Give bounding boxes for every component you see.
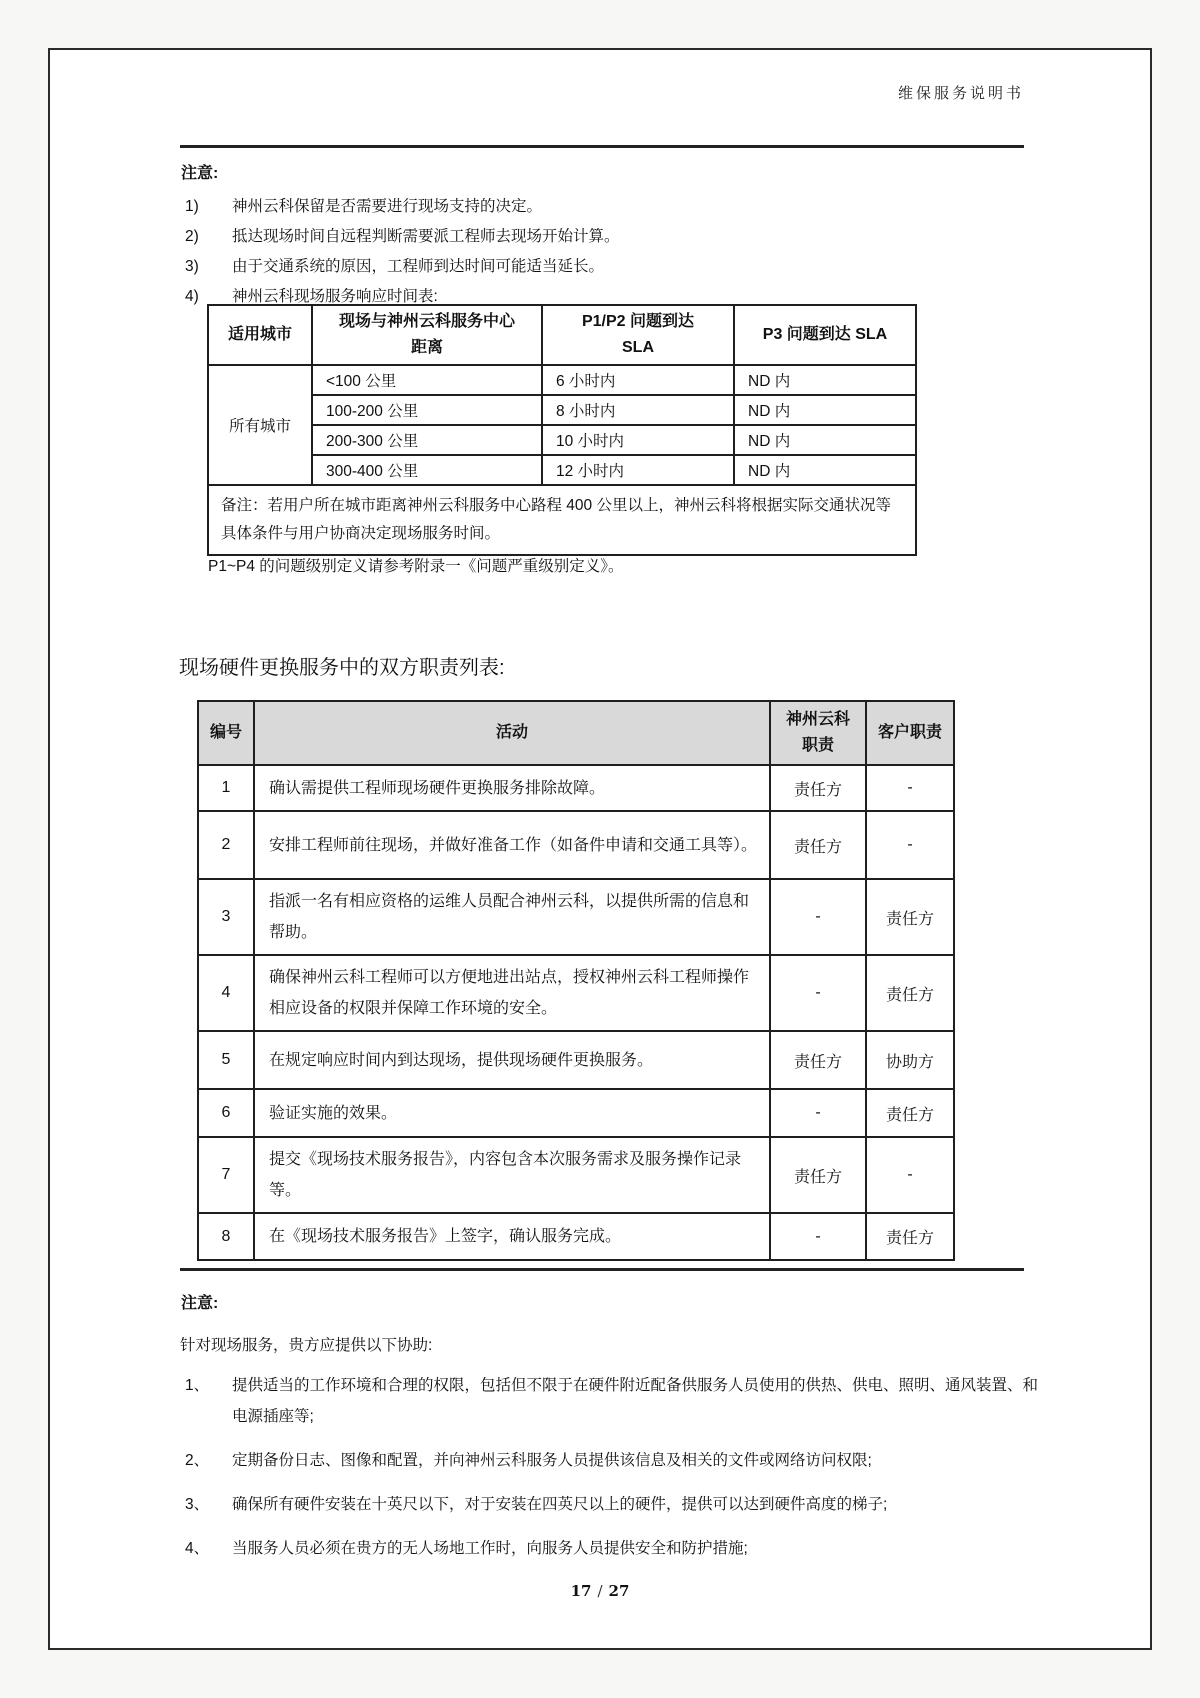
top-numbered-list: [185, 192, 1045, 312]
row-number-cell: 5: [198, 1031, 254, 1089]
dck-role-cell: 责任方: [770, 765, 866, 811]
header-cell-p1p2: [542, 305, 734, 365]
customer-role-cell: 责任方: [866, 879, 954, 955]
activity-cell: 在规定响应时间内到达现场，提供现场硬件更换服务。: [254, 1031, 770, 1089]
p1p4-definition-note: P1~P4 的问题级别定义请参考附录一《问题严重级别定义》。: [208, 558, 624, 575]
customer-role-cell: -: [866, 811, 954, 879]
table-cell: ND 内: [734, 455, 916, 485]
activity-cell: 确保神州云科工程师可以方便地进出站点，授权神州云科工程师操作相应设备的权限并保障工作环境的安全。: [254, 955, 770, 1031]
header-cell-no: 编号: [198, 701, 254, 765]
list-item-text: 神州云科保留是否需要进行现场支持的决定。: [232, 198, 543, 215]
table-cell: 6 小时内: [542, 365, 734, 395]
list-item-number: 1): [185, 198, 199, 215]
activity-cell: 验证实施的效果。: [254, 1089, 770, 1137]
section-divider-rule: [180, 1268, 1024, 1271]
list-item-number: 2): [185, 228, 199, 245]
customer-role-cell: 责任方: [866, 955, 954, 1031]
table-row: [198, 811, 954, 879]
table-cell: 12 小时内: [542, 455, 734, 485]
table-row: [198, 1031, 954, 1089]
bottom-numbered-list: [185, 1370, 1045, 1577]
table-header-row: [198, 701, 954, 765]
dck-role-cell: 责任方: [770, 811, 866, 879]
table-row: [208, 455, 916, 485]
dck-role-cell: 责任方: [770, 1137, 866, 1213]
customer-role-cell: 责任方: [866, 1213, 954, 1260]
list-item-number: 4): [185, 288, 199, 305]
row-number-cell: 1: [198, 765, 254, 811]
list-item: [185, 252, 1045, 282]
table-row: [198, 955, 954, 1031]
header-cell-distance: [312, 305, 542, 365]
responsibility-table: [197, 700, 955, 1261]
header-cell-p1p2-line1: P1/P2 问题到达: [581, 313, 695, 330]
sla-response-table: [207, 304, 917, 556]
table-cell: ND 内: [734, 365, 916, 395]
list-item-text: 抵达现场时间自远程判断需要派工程师去现场开始计算。: [232, 228, 620, 245]
dck-role-cell: -: [770, 1213, 866, 1260]
table-header-row: [208, 305, 916, 365]
document-page: [48, 48, 1152, 1650]
list-item: [185, 222, 1045, 252]
remark-cell: 备注：若用户所在城市距离神州云科服务中心路程 400 公里以上，神州云科将根据实际交通状况等具体条件与用户协商决定现场服务时间。: [208, 485, 916, 555]
table-cell: <100 公里: [312, 365, 542, 395]
table-row: [208, 425, 916, 455]
list-item-number: 3、: [185, 1496, 210, 1513]
page-number: [50, 1582, 1150, 1600]
table-cell: 300-400 公里: [312, 455, 542, 485]
table-row: [198, 1137, 954, 1213]
city-group-cell: 所有城市: [208, 365, 312, 485]
header-rule: [180, 145, 1024, 148]
list-item: [185, 1370, 1045, 1432]
row-number-cell: 3: [198, 879, 254, 955]
header-cell-dck-line1: 神州云科: [785, 711, 850, 728]
page-number-separator: /: [597, 1582, 603, 1600]
list-item: [185, 1445, 1045, 1476]
list-item-text: 提供适当的工作环境和合理的权限，包括但不限于在硬件附近配备供服务人员使用的供热、供电、照明、通风装置、和电源插座等;: [232, 1377, 1039, 1425]
activity-cell: 确认需提供工程师现场硬件更换服务排除故障。: [254, 765, 770, 811]
list-item-text: 由于交通系统的原因，工程师到达时间可能适当延长。: [232, 258, 605, 275]
header-cell-activity: 活动: [254, 701, 770, 765]
table-row: [198, 765, 954, 811]
activity-cell: 提交《现场技术服务报告》，内容包含本次服务需求及服务操作记录等。: [254, 1137, 770, 1213]
table-row: [208, 395, 916, 425]
list-item-text: 确保所有硬件安装在十英尺以下，对于安装在四英尺以上的硬件，提供可以达到硬件高度的梯子;: [232, 1496, 888, 1513]
row-number-cell: 7: [198, 1137, 254, 1213]
table-remark-row: [208, 485, 916, 555]
dck-role-cell: -: [770, 955, 866, 1031]
table-cell: 10 小时内: [542, 425, 734, 455]
note-label-bottom: 注意:: [181, 1295, 219, 1312]
customer-role-cell: -: [866, 765, 954, 811]
list-item-number: 1、: [185, 1377, 210, 1394]
table-cell: ND 内: [734, 425, 916, 455]
section-title: 现场硬件更换服务中的双方职责列表:: [179, 657, 505, 679]
header-cell-customer: 客户职责: [866, 701, 954, 765]
table-cell: 8 小时内: [542, 395, 734, 425]
table-cell: 100-200 公里: [312, 395, 542, 425]
table-row: [198, 1089, 954, 1137]
dck-role-cell: -: [770, 1089, 866, 1137]
activity-cell: 安排工程师前往现场，并做好准备工作（如备件申请和交通工具等）。: [254, 811, 770, 879]
header-cell-p3: P3 问题到达 SLA: [734, 305, 916, 365]
list-item-text: 定期备份日志、图像和配置，并向神州云科服务人员提供该信息及相关的文件或网络访问权限;: [232, 1452, 872, 1469]
customer-role-cell: -: [866, 1137, 954, 1213]
table-row: [198, 1213, 954, 1260]
header-cell-dck-line2: 职责: [801, 737, 834, 754]
row-number-cell: 6: [198, 1089, 254, 1137]
table-cell: ND 内: [734, 395, 916, 425]
assist-intro-text: 针对现场服务，贵方应提供以下协助:: [180, 1337, 433, 1354]
customer-role-cell: 责任方: [866, 1089, 954, 1137]
list-item-number: 3): [185, 258, 199, 275]
header-cell-distance-line2: 距离: [410, 339, 443, 356]
list-item: [185, 192, 1045, 222]
header-cell-distance-line1: 现场与神州云科服务中心: [338, 313, 515, 330]
list-item-number: 4、: [185, 1540, 210, 1557]
list-item: [185, 1489, 1045, 1520]
header-cell-dck: [770, 701, 866, 765]
row-number-cell: 2: [198, 811, 254, 879]
activity-cell: 指派一名有相应资格的运维人员配合神州云科，以提供所需的信息和帮助。: [254, 879, 770, 955]
header-cell-p1p2-line2: SLA: [622, 339, 654, 356]
row-number-cell: 8: [198, 1213, 254, 1260]
list-item-text: 神州云科现场服务响应时间表:: [232, 288, 438, 305]
list-item-number: 2、: [185, 1452, 210, 1469]
list-item: [185, 1533, 1045, 1564]
header-cell-city: 适用城市: [208, 305, 312, 365]
page-number-current: 17: [570, 1582, 592, 1600]
row-number-cell: 4: [198, 955, 254, 1031]
page-number-total: 27: [608, 1582, 630, 1600]
table-row: [208, 365, 916, 395]
dck-role-cell: 责任方: [770, 1031, 866, 1089]
list-item-text: 当服务人员必须在贵方的无人场地工作时，向服务人员提供安全和防护措施;: [232, 1540, 748, 1557]
note-label-top: 注意:: [181, 165, 219, 182]
table-cell: 200-300 公里: [312, 425, 542, 455]
document-header-title: 维保服务说明书: [897, 84, 1024, 102]
customer-role-cell: 协助方: [866, 1031, 954, 1089]
dck-role-cell: -: [770, 879, 866, 955]
table-row: [198, 879, 954, 955]
activity-cell: 在《现场技术服务报告》上签字，确认服务完成。: [254, 1213, 770, 1260]
